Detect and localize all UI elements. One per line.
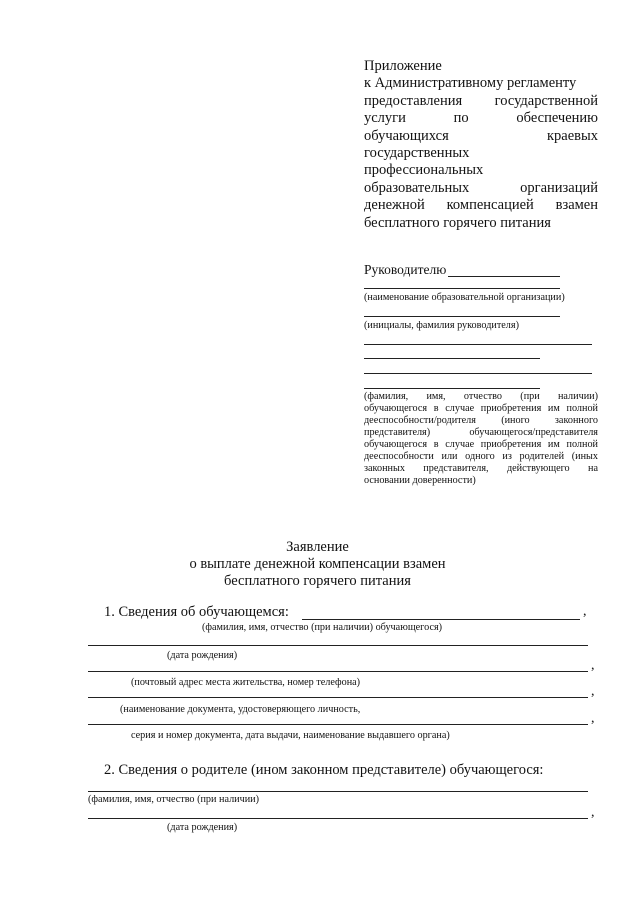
- org-caption: (наименование образовательной организации): [364, 292, 565, 303]
- appendix-line: обучающихся краевых: [364, 127, 598, 144]
- appendix-line: Приложение: [364, 58, 442, 74]
- applicant-field-3[interactable]: [364, 373, 592, 374]
- comma: ,: [591, 711, 595, 726]
- applicant-field-1[interactable]: [364, 344, 592, 345]
- comma: ,: [583, 604, 587, 619]
- student-doc-details-field[interactable]: [88, 724, 588, 725]
- appendix-line: образовательных организаций: [364, 179, 598, 196]
- statement-subtitle-2: бесплатного горячего питания: [224, 573, 411, 589]
- appendix-line: государственных: [364, 145, 470, 162]
- org-name-field[interactable]: [364, 288, 560, 289]
- parent-dob-caption: (дата рождения): [167, 822, 238, 833]
- student-dob-caption: (дата рождения): [167, 650, 238, 661]
- section1-heading: 1. Сведения об обучающемся:: [104, 604, 289, 620]
- appendix-line: денежной компенсацией взамен: [364, 197, 598, 214]
- recipient-label: Руководителю: [364, 262, 447, 277]
- student-fio-field[interactable]: [302, 619, 580, 620]
- appendix-line: бесплатного горячего питания: [364, 214, 551, 231]
- student-doc-caption-2: серия и номер документа, дата выдачи, наименование выдавшего органа): [131, 730, 450, 741]
- appendix-line: предоставления государственной: [364, 92, 598, 109]
- statement-subtitle-1: о выплате денежной компенсации взамен: [189, 556, 446, 572]
- comma: ,: [591, 805, 595, 820]
- comma: ,: [591, 658, 595, 673]
- applicant-field-4[interactable]: [364, 388, 540, 389]
- parent-dob-field[interactable]: [88, 818, 588, 819]
- student-address-caption: (почтовый адрес места жительства, номер телефона): [131, 677, 361, 688]
- statement-title: Заявление: [286, 539, 349, 555]
- appendix-line: к Административному регламенту: [364, 75, 577, 92]
- student-address-field[interactable]: [88, 671, 588, 672]
- head-name-field[interactable]: [364, 316, 560, 317]
- parent-fio-caption: (фамилия, имя, отчество (при наличии): [88, 794, 260, 805]
- student-fio-caption: (фамилия, имя, отчество (при наличии) обучающегося): [202, 622, 443, 633]
- parent-fio-field[interactable]: [88, 791, 588, 792]
- head-caption: (инициалы, фамилия руководителя): [364, 320, 519, 331]
- appendix-header: [364, 58, 598, 232]
- applicant-field-2[interactable]: [364, 358, 540, 359]
- appendix-line: профессиональных: [364, 162, 484, 179]
- student-doc-field[interactable]: [88, 697, 588, 698]
- comma: ,: [591, 684, 595, 699]
- student-doc-caption: (наименование документа, удостоверяющего личность,: [120, 704, 361, 715]
- appendix-line: услуги по обеспечению: [364, 110, 598, 127]
- applicant-caption: (фамилия, имя, отчество (при наличии) обучающегося в случае приобретения им полной дееспособности/родителя (иного законного представителя) обучающегося/представителя обучающегося в случае приобретения им полной дееспособности или одного из родителей (иных законных представителя, действующего на основании доверенности): [364, 391, 598, 486]
- student-dob-field[interactable]: [88, 645, 588, 646]
- recipient-name-field[interactable]: [448, 276, 560, 277]
- section2-heading: 2. Сведения о родителе (ином законном представителе) обучающегося:: [104, 762, 544, 778]
